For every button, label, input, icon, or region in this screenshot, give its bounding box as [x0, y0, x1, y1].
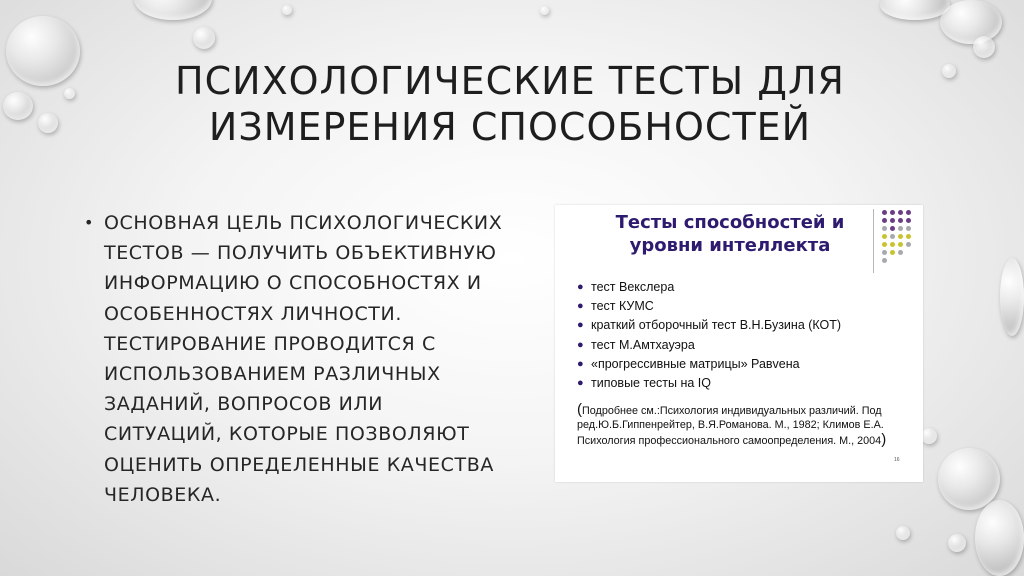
dot-grid-dot: [898, 210, 903, 215]
reference-text: Подробнее см.:Психология индивидуальных различий. Под ред.Ю.Б.Гиппенрейтер, В.Я.Романова. М., 1982; Климов Е.А. Психология профессионального самоопределения. М., 2004: [577, 405, 884, 447]
list-item-text: краткий отборочный тест В.Н.Бузина (КОТ): [591, 318, 842, 333]
water-drop-decoration: [6, 16, 80, 86]
dot-grid-dot: [890, 210, 895, 215]
list-item: [575, 336, 841, 355]
water-drop-decoration: [940, 0, 1002, 44]
water-drop-decoration: [1000, 258, 1024, 336]
bullet-dot-icon: ●: [577, 281, 584, 293]
water-drop-decoration: [282, 5, 292, 15]
dot-grid-dot: [898, 250, 903, 255]
dot-grid-dot: [890, 226, 895, 231]
list-item-text: типовые тесты на IQ: [591, 376, 711, 391]
list-item: [575, 316, 841, 335]
bullet-block: [84, 208, 504, 510]
water-drop-decoration: [193, 27, 215, 49]
dot-grid-dot: [906, 218, 911, 223]
list-item-text: тест КУМС: [591, 299, 654, 314]
dot-grid-dot: [906, 242, 911, 247]
water-drop-decoration: [942, 64, 956, 78]
dot-grid-icon: [882, 210, 918, 270]
dot-grid-dot: [882, 226, 887, 231]
reference-note: [577, 403, 907, 448]
bullet-dot-icon: ●: [577, 338, 584, 351]
dot-grid-dot: [906, 234, 911, 239]
water-drop-decoration: [975, 500, 1024, 576]
water-drop-decoration: [3, 92, 33, 120]
dot-grid-dot: [890, 234, 895, 239]
dot-grid-dot: [882, 250, 887, 255]
divider-line: [873, 209, 874, 273]
water-drop-decoration: [938, 448, 1000, 510]
bullet-dot-icon: ●: [577, 377, 584, 390]
dot-grid-dot: [906, 210, 911, 215]
water-drop-decoration: [880, 0, 950, 20]
water-drop-decoration: [896, 526, 910, 540]
dot-grid-dot: [890, 242, 895, 247]
water-drop-decoration: [134, 0, 212, 20]
bullet-dot-icon: ●: [577, 357, 584, 370]
dot-grid-dot: [898, 242, 903, 247]
dot-grid-dot: [882, 210, 887, 215]
dot-grid-dot: [898, 234, 903, 239]
list-item: [575, 355, 841, 374]
ref-close-paren: ): [881, 430, 887, 448]
inset-title: Тесты способностей и уровни интеллекта: [615, 212, 845, 256]
list-item: [575, 374, 841, 393]
water-drop-decoration: [38, 113, 58, 133]
water-drop-decoration: [948, 534, 966, 552]
dot-grid-dot: [882, 234, 887, 239]
bullet-dot-icon: ●: [577, 319, 584, 332]
dot-grid-dot: [906, 226, 911, 231]
water-drop-decoration: [64, 88, 75, 99]
slide-title: ПСИХОЛОГИЧЕСКИЕ ТЕСТЫ ДЛЯ ИЗМЕРЕНИЯ СПОСОБНОСТЕЙ: [175, 59, 845, 149]
tests-list: [575, 278, 841, 393]
page-number: 16: [894, 457, 900, 463]
dot-grid-dot: [890, 218, 895, 223]
list-item-text: тест М.Амтхауэра: [591, 337, 695, 352]
dot-grid-dot: [898, 226, 903, 231]
list-item: [575, 297, 841, 316]
dot-grid-dot: [898, 218, 903, 223]
dot-grid-dot: [882, 258, 887, 263]
list-item-text: «прогрессивные матрицы» Равvена: [591, 356, 800, 371]
water-drop-decoration: [973, 36, 995, 58]
ref-open-paren: (: [577, 401, 582, 418]
list-item: [575, 278, 841, 297]
dot-grid-dot: [890, 250, 895, 255]
list-item-text: тест Векслера: [591, 280, 675, 294]
dot-grid-dot: [882, 242, 887, 247]
water-drop-decoration: [540, 6, 549, 15]
inset-image: [555, 205, 923, 482]
bullet-dot-icon: ●: [577, 300, 584, 313]
dot-grid-dot: [882, 218, 887, 223]
bullet-dot-icon: •: [84, 213, 95, 232]
water-drop-decoration: [921, 428, 937, 444]
bullet-text: ОСНОВНАЯ ЦЕЛЬ ПСИХОЛОГИЧЕСКИХ ТЕСТОВ — ПОЛУЧИТЬ ОБЪЕКТИВНУЮ ИНФОРМАЦИЮ О СПОСОБНОСТЯХ И ОСОБЕННОСТЯХ ЛИЧНОСТИ. ТЕСТИРОВАНИЕ ПРОВОДИТСЯ С ИСПОЛЬЗОВАНИЕМ РАЗЛИЧНЫХ ЗАДАНИЙ, ВОПРОСОВ ИЛИ СИТУАЦИЙ, КОТОРЫЕ ПОЗВОЛЯЮТ ОЦЕНИТЬ ОПРЕДЕЛЕННЫЕ КАЧЕСТВА ЧЕЛОВЕКА.: [104, 212, 503, 506]
